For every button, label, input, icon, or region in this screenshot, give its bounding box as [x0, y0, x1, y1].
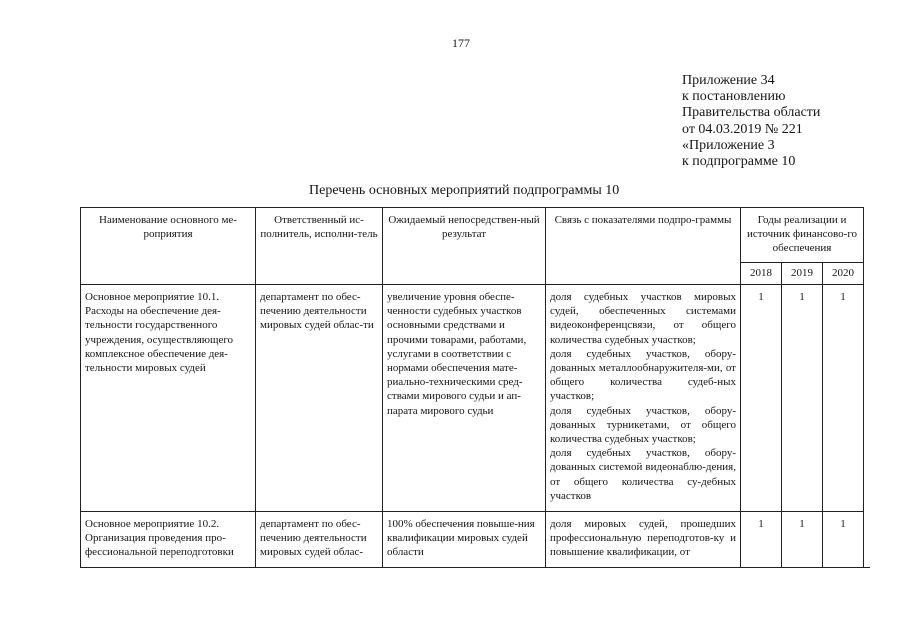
table-row [81, 512, 864, 569]
indicator-item: доля мировых судей, прошедших профессиональную переподготов-ку и повышение квалификации, от [550, 518, 736, 559]
indicator-item: доля судебных участков, обору-дованных системой видеонаблю-дения, от общего количества су-дебных участков [550, 447, 736, 502]
page-number: 177 [452, 36, 470, 50]
header-years-funding: Годы реализации и источник финансово-го обеспечения [741, 208, 864, 263]
activities-table-container [80, 207, 870, 568]
indicator-item: доля судебных участков, обору-дованных турникетами, от общего количества судебных участков; [550, 404, 736, 446]
executor-cell: департамент по обес-печению деятельности мировых судей облас- [256, 512, 383, 569]
appendix-line: к постановлению [682, 89, 786, 105]
header-year-2018: 2018 [741, 263, 782, 285]
value-2020-cell: 1 [823, 285, 864, 512]
activities-table [80, 207, 864, 568]
appendix-block [682, 73, 820, 170]
activity-name-cell: Основное мероприятие 10.2. Организация проведения про-фессиональной переподготовки [81, 512, 256, 569]
header-activity-name: Наименование основного ме-роприятия [81, 208, 256, 285]
appendix-line: к подпрограмме 10 [682, 154, 796, 170]
value-2018-cell: 1 [741, 512, 782, 569]
indicators-cell [546, 512, 741, 569]
appendix-line: от 04.03.2019 № 221 [682, 121, 803, 137]
indicator-item: доля судебных участков мировых судей, обеспеченных системами видеоконференцсвязи, от общего количества судебных участков; [550, 291, 736, 346]
activity-name-cell: Основное мероприятие 10.1. Расходы на обеспечение дея-тельности государственного учреждения, осуществляющего комплексное обеспечение дея-тельности мировых судей [81, 285, 256, 512]
appendix-line: Правительства области [682, 105, 821, 121]
indicator-item: доля судебных участков, обору-дованных металлообнаружителя-ми, от общего количества судеб-ных участков; [550, 347, 736, 403]
value-2018-cell: 1 [741, 285, 782, 512]
result-cell: 100% обеспечения повыше-ния квалификации мировых судей области [383, 512, 546, 569]
value-2019-cell: 1 [782, 285, 823, 512]
header-year-2019: 2019 [782, 263, 823, 285]
appendix-line: Приложение 34 [682, 73, 775, 88]
table-row [81, 285, 864, 512]
value-2019-cell: 1 [782, 512, 823, 569]
appendix-line: «Приложение 3 [682, 137, 775, 153]
header-executor: Ответственный ис-полнитель, исполни-тель [256, 208, 383, 285]
header-expected-result: Ожидаемый непосредствен-ный результат [383, 208, 546, 285]
executor-cell: департамент по обес-печению деятельности мировых судей облас-ти [256, 285, 383, 512]
header-indicators-link: Связь с показателями подпро-граммы [546, 208, 741, 285]
indicators-cell [546, 285, 741, 512]
header-year-2020: 2020 [823, 263, 864, 285]
document-title: Перечень основных мероприятий подпрограммы 10 [309, 183, 620, 198]
result-cell: увеличение уровня обеспе-ченности судебных участков основными средствами и прочими товарами, работами, услугами в соответствии с нормами обеспечения мате-риально-техническими сред-ствами мирового судьи и ап-парата мирового судьи [383, 285, 546, 512]
value-2020-cell: 1 [823, 512, 864, 569]
